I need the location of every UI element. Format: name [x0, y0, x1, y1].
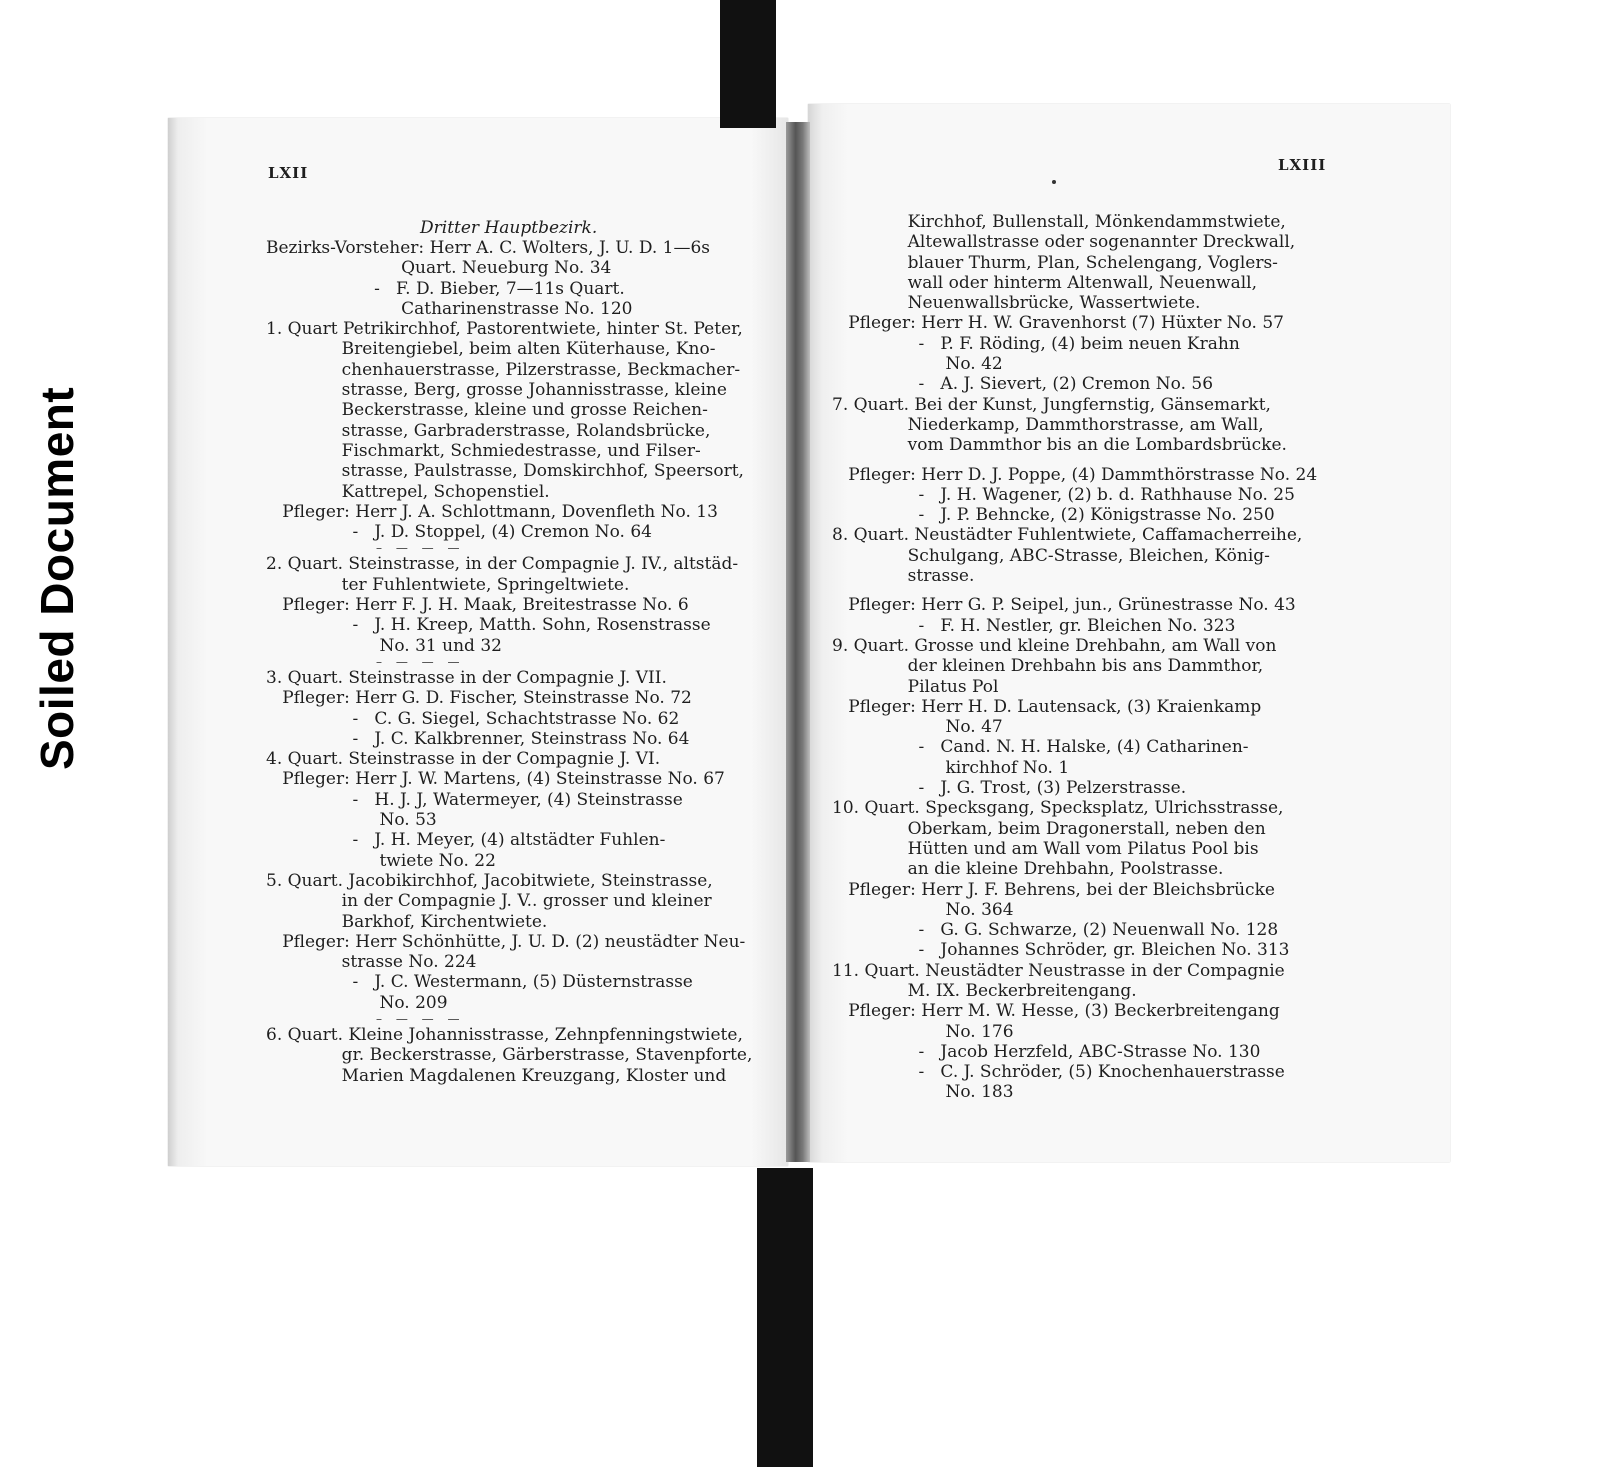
right-text-line: kirchhof No. 1	[832, 757, 1070, 778]
right-text-line: strasse.	[832, 566, 975, 587]
right-text-line: No. 47	[832, 717, 1003, 738]
left-text-line: Fischmarkt, Schmiedestrasse, und Filser-	[266, 440, 701, 461]
left-text-line: Bezirks-Vorsteher: Herr A. C. Wolters, J. U. D. 1—6s	[266, 238, 711, 258]
left-text-line: Marien Magdalenen Kreuzgang, Kloster und	[266, 1065, 727, 1086]
right-text-line: vom Dammthor bis an die Lombardsbrücke.	[832, 435, 1287, 456]
right-text-line: wall oder hinterm Altenwall, Neuenwall,	[832, 272, 1257, 293]
right-text-line: Pfleger: Herr J. F. Behrens, bei der Bleichsbrücke	[832, 879, 1275, 900]
left-text-line: Pfleger: Herr J. W. Martens, (4) Steinstrasse No. 67	[266, 769, 725, 790]
right-text-line: Schulgang, ABC-Strasse, Bleichen, König-	[832, 545, 1270, 566]
left-text-line: Pfleger: Herr J. A. Schlottmann, Dovenfleth No. 13	[266, 501, 718, 522]
right-spacer	[832, 456, 1342, 465]
right-text-line: - Jacob Herzfeld, ABC-Strasse No. 130	[832, 1041, 1261, 1062]
right-text-line: No. 183	[832, 1082, 1014, 1103]
right-text-line: - J. G. Trost, (3) Pelzerstrasse.	[832, 778, 1187, 799]
right-text-line: - Cand. N. H. Halske, (4) Catharinen-	[832, 737, 1249, 758]
left-text-line: No. 53	[266, 810, 437, 831]
left-text-line: Barkhof, Kirchentwiete.	[266, 911, 548, 932]
left-text-line: - J. C. Westermann, (5) Düsternstrasse	[266, 972, 693, 993]
right-text-line: Oberkam, beim Dragonerstall, neben den	[832, 818, 1266, 839]
right-text-line: - J. P. Behncke, (2) Königstrasse No. 250	[832, 505, 1275, 526]
left-text-line: chenhauerstrasse, Pilzerstrasse, Beckmacher-	[266, 359, 741, 380]
left-separator: – — — —	[376, 1011, 465, 1026]
left-text-line: Breitengiebel, beim alten Küterhause, Kno-	[266, 339, 716, 360]
right-text-line: Pfleger: Herr H. D. Lautensack, (3) Kraienkamp	[832, 696, 1262, 717]
left-text-line: ter Fuhlentwiete, Springeltwiete.	[266, 574, 630, 595]
left-text-line: Kattrepel, Schopenstiel.	[266, 481, 550, 502]
right-text-line: - Johannes Schröder, gr. Bleichen No. 313	[832, 940, 1290, 961]
right-text-line: 8. Quart. Neustädter Fuhlentwiete, Caffamacherreihe,	[832, 525, 1303, 546]
left-text-line: 6. Quart. Kleine Johannisstrasse, Zehnpfenningstwiete,	[266, 1024, 743, 1045]
left-text-line: - C. G. Siegel, Schachtstrasse No. 62	[266, 708, 680, 729]
right-text-line: Pfleger: Herr D. J. Poppe, (4) Dammthörstrasse No. 24	[832, 464, 1318, 485]
right-spacer	[832, 586, 1342, 595]
right-text-line: Kirchhof, Bullenstall, Mönkendammstwiete,	[832, 212, 1286, 232]
right-text-line: 9. Quart. Grosse und kleine Drehbahn, am Wall von	[832, 635, 1277, 656]
left-text-line: - J. H. Meyer, (4) altstädter Fuhlen-	[266, 830, 666, 851]
left-text-line: gr. Beckerstrasse, Gärberstrasse, Stavenpforte,	[266, 1045, 753, 1066]
left-text-line: - J. C. Kalkbrenner, Steinstrass No. 64	[266, 728, 690, 749]
right-text-line: - C. J. Schröder, (5) Knochenhauerstrasse	[832, 1062, 1285, 1083]
right-text-line: - G. G. Schwarze, (2) Neuenwall No. 128	[832, 920, 1279, 941]
left-text-line: Quart. Neueburg No. 34	[266, 258, 612, 279]
left-text-line: - J. D. Stoppel, (4) Cremon No. 64	[266, 522, 652, 543]
left-text-line: 4. Quart. Steinstrasse in der Compagnie J. VI.	[266, 749, 661, 770]
left-text-line: 2. Quart. Steinstrasse, in der Compagnie J. IV., altstäd-	[266, 554, 739, 575]
left-text-line: in der Compagnie J. V.. grosser und kleiner	[266, 891, 712, 912]
binding-strap-top	[720, 0, 776, 128]
right-text-line: - J. H. Wagener, (2) b. d. Rathhause No. 25	[832, 484, 1295, 505]
section-heading: Dritter Hauptbezirk.	[420, 218, 598, 238]
right-text-line: blauer Thurm, Plan, Schelengang, Voglers-	[832, 252, 1278, 273]
right-text-line: No. 176	[832, 1021, 1014, 1042]
right-text-line: No. 364	[832, 899, 1014, 920]
left-text-line: 3. Quart. Steinstrasse in der Compagnie J. VII.	[266, 667, 667, 688]
right-text-line: Pfleger: Herr M. W. Hesse, (3) Beckerbreitengang	[832, 1001, 1280, 1022]
left-text-line: Beckerstrasse, kleine und grosse Reichen-	[266, 400, 708, 421]
right-text-line: an die kleine Drehbahn, Poolstrasse.	[832, 859, 1224, 880]
right-text-line: 11. Quart. Neustädter Neustrasse in der Compagnie	[832, 960, 1285, 981]
left-separator: – — — —	[376, 654, 465, 669]
right-page-number: LXIII	[1278, 156, 1327, 174]
binding-strap-bottom	[757, 1168, 813, 1467]
left-text-line: Catharinenstrasse No. 120	[266, 298, 633, 319]
right-text-line: Niederkamp, Dammthorstrasse, am Wall,	[832, 414, 1264, 435]
left-text-line: - J. H. Kreep, Matth. Sohn, Rosenstrasse	[266, 615, 711, 636]
left-page-text	[266, 238, 762, 1086]
right-text-line: - P. F. Röding, (4) beim neuen Krahn	[832, 333, 1240, 354]
ink-speck	[1052, 180, 1056, 184]
left-text-line: strasse, Berg, grosse Johannisstrasse, kleine	[266, 380, 727, 401]
left-text-line: 1. Quart Petrikirchhof, Pastorentwiete, hinter St. Peter,	[266, 319, 743, 340]
left-text-line: Pfleger: Herr Schönhütte, J. U. D. (2) neustädter Neu-	[266, 931, 746, 952]
left-text-line: Pfleger: Herr G. D. Fischer, Steinstrasse No. 72	[266, 688, 692, 709]
right-text-line: Pfleger: Herr H. W. Gravenhorst (7) Hüxter No. 57	[832, 313, 1284, 334]
right-text-line: Pfleger: Herr G. P. Seipel, jun., Grünestrasse No. 43	[832, 595, 1296, 616]
right-text-line: No. 42	[832, 354, 1003, 375]
right-text-line: 7. Quart. Bei der Kunst, Jungfernstig, Gänsemarkt,	[832, 394, 1271, 415]
left-text-line: 5. Quart. Jacobikirchhof, Jacobitwiete, Steinstrasse,	[266, 870, 713, 891]
right-text-line: 10. Quart. Specksgang, Specksplatz, Ulrichsstrasse,	[832, 798, 1284, 819]
left-text-line: strasse No. 224	[266, 952, 477, 973]
left-text-line: strasse, Garbraderstrasse, Rolandsbrücke,	[266, 420, 711, 441]
left-separator: – — — —	[376, 541, 465, 556]
left-text-line: twiete No. 22	[266, 850, 496, 871]
left-text-line: No. 31 und 32	[266, 635, 502, 656]
right-text-line: Neuenwallsbrücke, Wassertwiete.	[832, 293, 1201, 314]
right-text-line: - F. H. Nestler, gr. Bleichen No. 323	[832, 615, 1236, 636]
right-text-line: Altewallstrasse oder sogenannter Dreckwall,	[832, 232, 1296, 253]
left-text-line: No. 209	[266, 992, 448, 1013]
left-text-line: Pfleger: Herr F. J. H. Maak, Breitestrasse No. 6	[266, 595, 689, 616]
left-text-line: strasse, Paulstrasse, Domskirchhof, Speersort,	[266, 461, 744, 482]
right-text-line: der kleinen Drehbahn bis ans Dammthor,	[832, 656, 1264, 677]
left-text-line: - F. D. Bieber, 7—11s Quart.	[266, 278, 625, 299]
book-gutter	[786, 122, 810, 1162]
right-text-line: Pilatus Pol	[832, 676, 999, 697]
right-text-line: Hütten und am Wall vom Pilatus Pool bis	[832, 838, 1259, 859]
soiled-document-label: Soiled Document	[31, 386, 83, 770]
right-page-text	[832, 212, 1342, 1103]
right-text-line: - A. J. Sievert, (2) Cremon No. 56	[832, 374, 1214, 395]
right-text-line: M. IX. Beckerbreitengang.	[832, 980, 1137, 1001]
left-text-line: - H. J. J, Watermeyer, (4) Steinstrasse	[266, 789, 683, 810]
left-page-number: LXII	[268, 164, 309, 182]
